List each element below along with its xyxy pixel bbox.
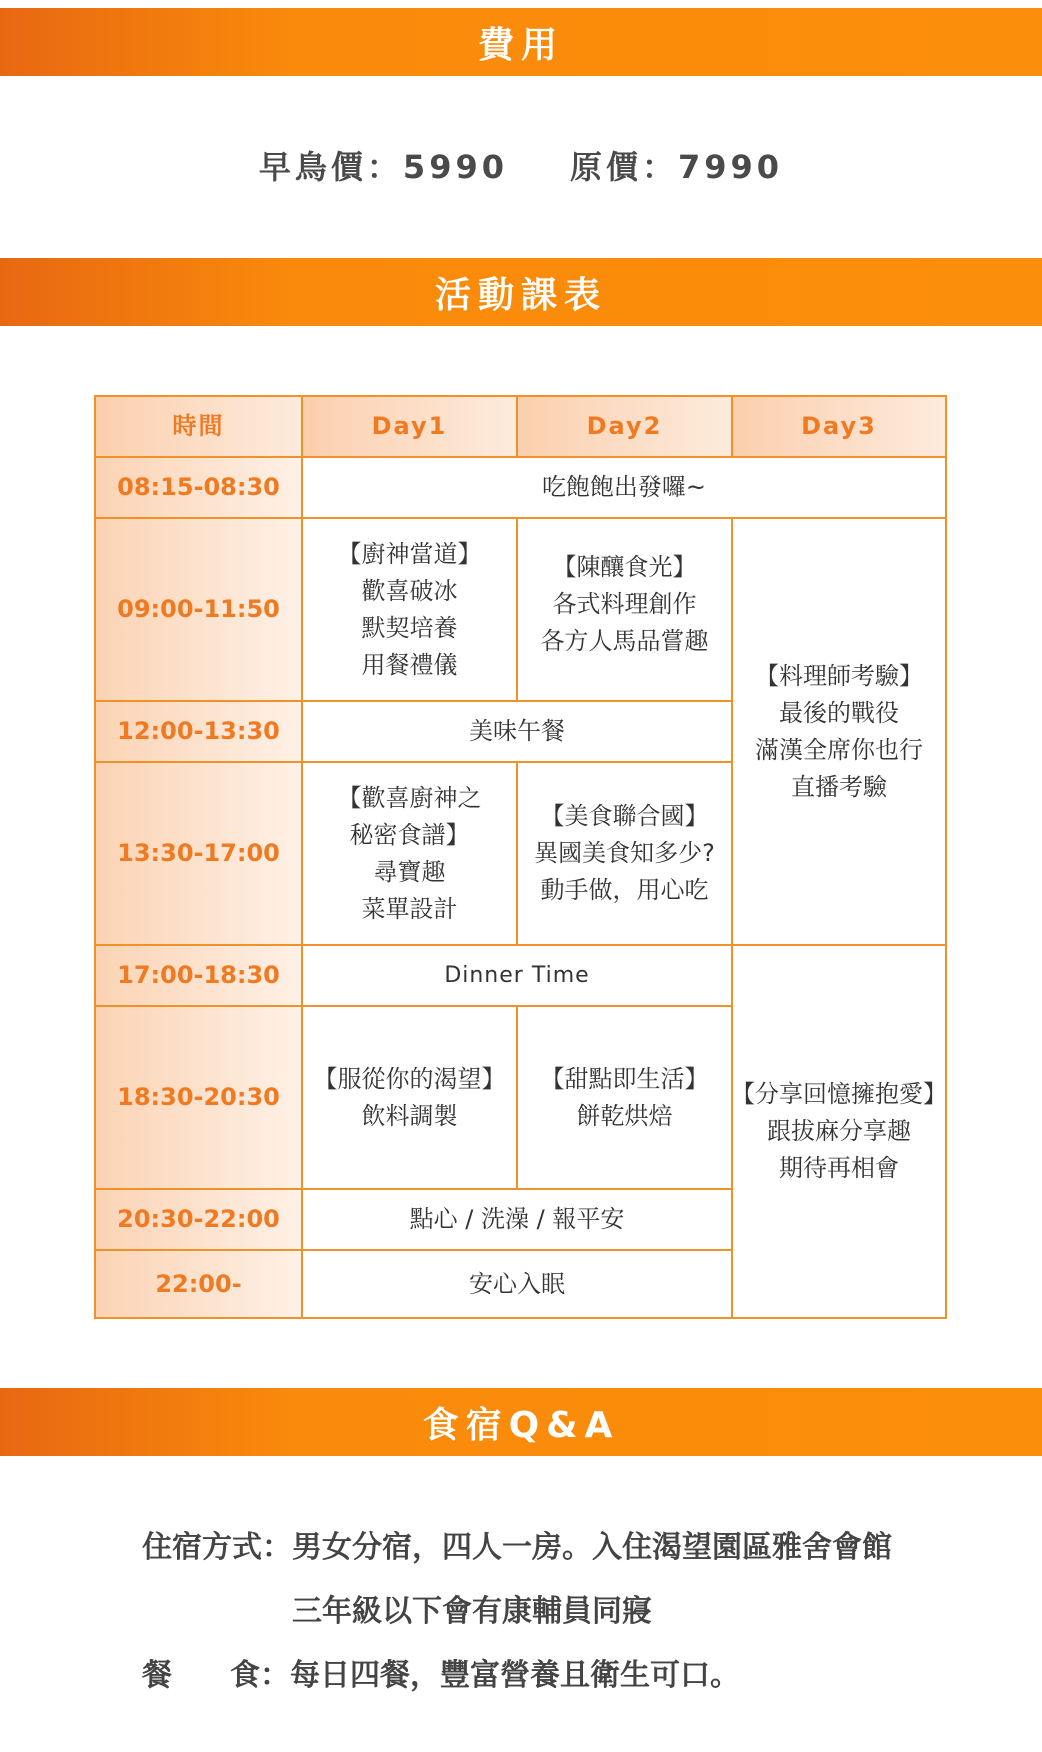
fee-section-title: 費用 — [477, 24, 564, 66]
activity-line: 默契培養 — [361, 613, 458, 642]
depart-cell: 吃飽飽出發囉~ — [301, 456, 947, 519]
activity-line: 跟拔麻分享趣 — [767, 1117, 911, 1145]
activity-title: 【陳釀食光】 — [552, 553, 697, 581]
evening-day2-cell — [516, 1005, 733, 1190]
dinner-cell — [301, 944, 733, 1007]
activity-line: 直播考驗 — [791, 772, 887, 801]
fee-section-header — [0, 8, 1042, 76]
day3-share-cell — [731, 944, 947, 1319]
lunch-cell: 美味午餐 — [301, 700, 733, 763]
meal-text: 每日四餐，豐富營養且衛生可口。 — [290, 1658, 740, 1693]
header-day3: Day3 — [731, 395, 947, 458]
activity-line: 菜單設計 — [361, 894, 458, 923]
header-time: 時間 — [94, 395, 303, 458]
schedule-section-header — [0, 258, 1042, 326]
qa-section-header — [0, 1388, 1042, 1456]
time-slot: 08:15-08:30 — [94, 456, 303, 519]
activity-title: 【服從你的渴望】 — [313, 1064, 506, 1093]
time-slot: 20:30-22:00 — [94, 1188, 303, 1251]
activity-line: 用餐禮儀 — [361, 650, 458, 679]
activity-line: 期待再相會 — [779, 1154, 899, 1182]
afternoon-day1-cell — [301, 761, 518, 946]
activity-line: 餅乾烘焙 — [576, 1101, 673, 1130]
dinner-label: Dinner Time — [444, 963, 590, 988]
header-day2: Day2 — [516, 395, 733, 458]
activity-title: 【歡喜廚神之 — [337, 783, 482, 812]
activity-line: 各式料理創作 — [552, 590, 697, 618]
lodging-label: 住宿方式： — [142, 1530, 292, 1565]
meal-label-2: 食： — [230, 1658, 290, 1693]
activity-line: 歡喜破冰 — [361, 576, 458, 605]
activity-line: 動手做，用心吃 — [540, 876, 709, 904]
schedule-section-title: 活動課表 — [434, 274, 607, 316]
lodging-text: 男女分宿，四人一房。入住渴望園區雅舍會館 — [292, 1530, 892, 1565]
schedule-table — [94, 395, 947, 1319]
day3-exam-cell — [731, 517, 947, 946]
activity-line: 各方人馬品嘗趣 — [540, 627, 709, 655]
original-price: 原價：7990 — [570, 148, 784, 186]
activity-title: 【美食聯合國】 — [540, 802, 709, 830]
evening-day1-cell — [301, 1005, 518, 1190]
activity-line: 尋寶趣 — [373, 857, 446, 886]
activity-line: 異國美食知多少? — [534, 839, 715, 867]
activity-title: 【料理師考驗】 — [755, 661, 923, 690]
morning-day2-cell — [516, 517, 733, 702]
sleep-cell: 安心入眠 — [301, 1249, 733, 1319]
activity-line: 滿漢全席你也行 — [755, 735, 923, 764]
qa-section-title: 食宿Q&A — [422, 1404, 620, 1446]
activity-title: 【分享回憶擁抱愛】 — [731, 1080, 947, 1108]
lodging-note: 三年級以下會有康輔員同寢 — [292, 1594, 652, 1629]
price-line — [0, 140, 1042, 190]
time-slot: 12:00-13:30 — [94, 700, 303, 763]
activity-title: 【甜點即生活】 — [540, 1064, 709, 1093]
morning-day1-cell — [301, 517, 518, 702]
activity-title: 秘密食譜】 — [349, 820, 470, 849]
meal-label-1: 餐 — [142, 1658, 172, 1693]
early-bird-price: 早鳥價：5990 — [258, 148, 508, 186]
time-slot: 17:00-18:30 — [94, 944, 303, 1007]
time-slot: 13:30-17:00 — [94, 761, 303, 946]
night-routine-cell: 點心 / 洗澡 / 報平安 — [301, 1188, 733, 1251]
activity-line: 最後的戰役 — [779, 698, 899, 727]
time-slot: 22:00- — [94, 1249, 303, 1319]
activity-title: 【廚神當道】 — [337, 539, 482, 568]
activity-line: 飲料調製 — [361, 1101, 458, 1130]
time-slot: 09:00-11:50 — [94, 517, 303, 702]
time-slot: 18:30-20:30 — [94, 1005, 303, 1190]
afternoon-day2-cell — [516, 761, 733, 946]
header-day1: Day1 — [301, 395, 518, 458]
meal-line — [142, 1650, 1002, 1694]
lodging-line — [142, 1522, 1002, 1566]
